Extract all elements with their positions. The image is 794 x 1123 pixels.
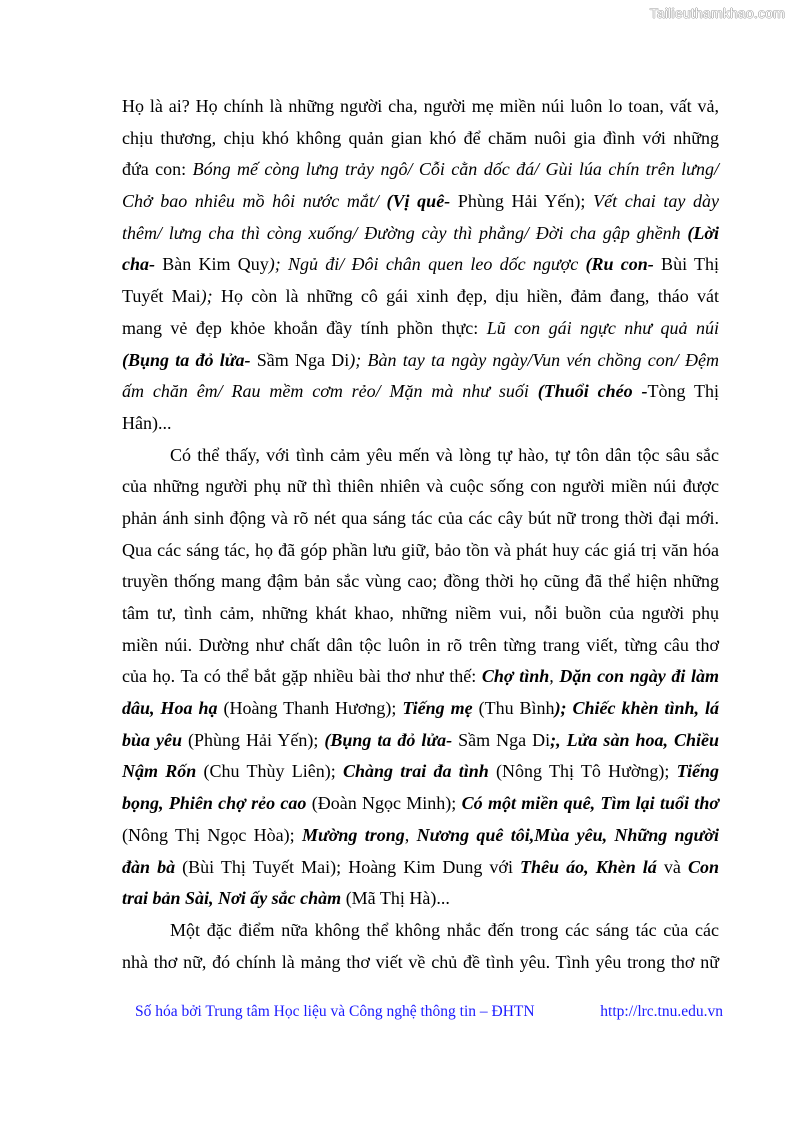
body-text: (Bùi Thị Tuyết Mai); Hoàng Kim Dung với: [175, 856, 521, 877]
body-text: Tuyết Mai: [122, 286, 201, 307]
text-line: [122, 471, 719, 503]
document-body: [122, 91, 719, 978]
text-line: [122, 218, 719, 250]
body-text: nhà thơ nữ, đó chính là mảng thơ viết về chủ đề tình yêu. Tình yêu trong thơ nữ: [122, 951, 719, 972]
text-line: [122, 883, 719, 915]
quote-text: ); Bàn tay ta ngày ngày/Vun vén chồng con/ Đệm: [349, 349, 719, 370]
text-line: [122, 186, 719, 218]
body-text: Phùng Hải Yến);: [450, 191, 594, 212]
body-text: đứa con:: [122, 159, 193, 180]
body-text: Một đặc điểm nữa không thể không nhắc đến trong các sáng tác của các: [170, 919, 719, 940]
work-title: Nương quê tôi,Mùa yêu, Những người: [416, 824, 719, 845]
work-title: đàn bà: [122, 856, 176, 877]
quote-text: Lũ con gái ngực như quả núi: [486, 317, 719, 338]
body-text: (Phùng Hải Yến);: [182, 729, 325, 750]
body-text: Hân)...: [122, 412, 172, 433]
body-text: Tòng Thị: [647, 381, 719, 402]
work-title: Tiếng mẹ: [402, 698, 473, 719]
quote-text: Bóng mế còng lưng trảy ngô/ Cỗi cằn dốc đá/ Gùi lúa chín trên lưng/: [192, 159, 719, 180]
body-text: (Thu Bình: [472, 698, 555, 719]
text-line: [122, 820, 719, 852]
text-line: [122, 123, 719, 155]
text-line: [122, 566, 719, 598]
work-title: Thêu áo, Khèn lá: [520, 856, 657, 877]
body-text: Họ là ai? Họ chính là những người cha, người mẹ miền núi luôn lo toan, vất vả,: [122, 96, 719, 116]
body-text: tâm tư, tình cảm, những khát khao, những niềm vui, nỗi buồn của người phụ: [122, 603, 719, 623]
text-line: [122, 535, 719, 567]
work-title: bùa yêu: [122, 729, 183, 750]
body-text: (Chu Thùy Liên);: [196, 761, 343, 782]
text-line: [122, 408, 719, 440]
work-title: trai bản Sài, Nơi ấy sắc chàm: [122, 888, 342, 909]
body-text: mang vẻ đẹp khỏe khoắn đầy tính phồn thực:: [122, 317, 487, 338]
page-footer: [135, 1003, 723, 1021]
work-title: Mường trong: [301, 824, 405, 845]
text-line: [122, 947, 719, 979]
quote-text: );: [200, 286, 221, 307]
body-text: miền núi. Dường như chất dân tộc luôn in rõ trên từng trang viết, từng câu thơ: [122, 634, 719, 655]
text-line: [122, 345, 719, 377]
work-title: Con: [687, 856, 719, 877]
text-line: [122, 503, 719, 535]
work-title: Tiếng: [676, 761, 719, 782]
text-line: [122, 661, 719, 693]
text-line: [122, 91, 719, 123]
work-title: ); Chiếc khèn tình, lá: [554, 698, 719, 719]
work-title: bọng, Phiên chợ rẻo cao: [122, 793, 307, 814]
text-line: [122, 630, 719, 662]
body-text: Họ còn là những cô gái xinh đẹp, dịu hiền, đảm đang, tháo vát: [220, 286, 719, 307]
text-line: [122, 376, 719, 408]
text-line: [122, 440, 719, 472]
text-line: [122, 725, 719, 757]
quote-text: ấm chăn êm/ Rau mềm cơm rẻo/ Mặn mà như suối: [122, 381, 538, 402]
work-title: cha-: [122, 254, 155, 275]
body-text: (Hoàng Thanh Hương);: [217, 698, 403, 719]
work-title: (Bụng ta đỏ lửa-: [324, 729, 453, 750]
text-line: [122, 154, 719, 186]
body-text: chịu thương, chịu khó không quản gian khó để chăm nuôi gia đình với những: [122, 127, 719, 148]
text-line: [122, 756, 719, 788]
quote-text: Vết chai tay dày: [593, 191, 719, 212]
body-text: truyền thống mang đậm bản sắc vùng cao; đồng thời họ cũng đã thể hiện những: [122, 571, 719, 592]
body-text: Qua các sáng tác, họ đã góp phần lưu giữ, bảo tồn và phát huy các giá trị văn hóa: [122, 539, 719, 560]
body-text: Có thể thấy, với tình cảm yêu mến và lòng tự hào, tự tôn dân tộc sâu sắc: [170, 444, 719, 465]
quote-text: ); Ngủ đi/ Đôi chân quen leo dốc ngược: [268, 254, 586, 275]
text-line: [122, 915, 719, 947]
work-title: Dặn con ngày đi làm: [559, 666, 720, 687]
work-title: (Vị quê-: [386, 191, 451, 212]
quote-text: ,: [549, 666, 560, 687]
text-line: [122, 852, 719, 884]
work-title: (Bụng ta đỏ lửa-: [122, 349, 251, 370]
text-line: [122, 313, 719, 345]
body-text: (Nông Thị Ngọc Hòa);: [122, 824, 302, 845]
body-text: Sầm Nga Di: [250, 349, 350, 370]
text-line: [122, 281, 719, 313]
body-text: và: [656, 856, 688, 877]
watermark: Tailieuthamkhao.com: [649, 5, 785, 21]
footer-url[interactable]: http://lrc.tnu.edu.vn: [600, 1003, 723, 1020]
body-text: Sầm Nga Di: [452, 729, 551, 750]
work-title: dâu, Hoa hạ: [122, 698, 218, 719]
body-text: ,: [404, 824, 417, 845]
text-line: [122, 598, 719, 630]
work-title: (Ru con-: [585, 254, 654, 275]
body-text: của họ. Ta có thể bắt gặp nhiều bài thơ như thế:: [122, 666, 482, 687]
work-title: Có một miền quê, Tìm lại tuổi thơ: [461, 793, 719, 814]
body-text: Bùi Thị: [653, 254, 719, 275]
quote-text: Chở bao nhiêu mồ hôi nước mắt/: [122, 191, 387, 212]
text-line: [122, 249, 719, 281]
work-title: ;, Lửa sàn hoa, Chiều: [550, 729, 719, 750]
work-title: (Lời: [687, 222, 719, 243]
text-line: [122, 788, 719, 820]
work-title: (Thuổi chéo -: [537, 381, 648, 402]
body-text: (Đoàn Ngọc Minh);: [306, 793, 462, 814]
body-text: (Mã Thị Hà)...: [341, 888, 450, 909]
work-title: Chàng trai đa tình: [342, 761, 489, 782]
work-title: Nậm Rốn: [122, 761, 197, 782]
text-line: [122, 693, 719, 725]
body-text: phản ánh sinh động và rõ nét qua sáng tác của các cây bút nữ trong thời đại mới.: [122, 507, 719, 528]
footer-credit: Số hóa bởi Trung tâm Học liệu và Công nghệ thông tin – ĐHTN: [135, 1003, 535, 1020]
work-title: Chợ tình: [481, 666, 550, 687]
body-text: của những người phụ nữ thì thiên nhiên và cuộc sống con người miền núi được: [122, 476, 719, 497]
quote-text: thêm/ lưng cha thì còng xuống/ Đường cày thì phẳng/ Đời cha gập ghềnh: [122, 222, 688, 243]
body-text: (Nông Thị Tô Hường);: [488, 761, 677, 782]
body-text: Bàn Kim Quy: [155, 254, 269, 275]
